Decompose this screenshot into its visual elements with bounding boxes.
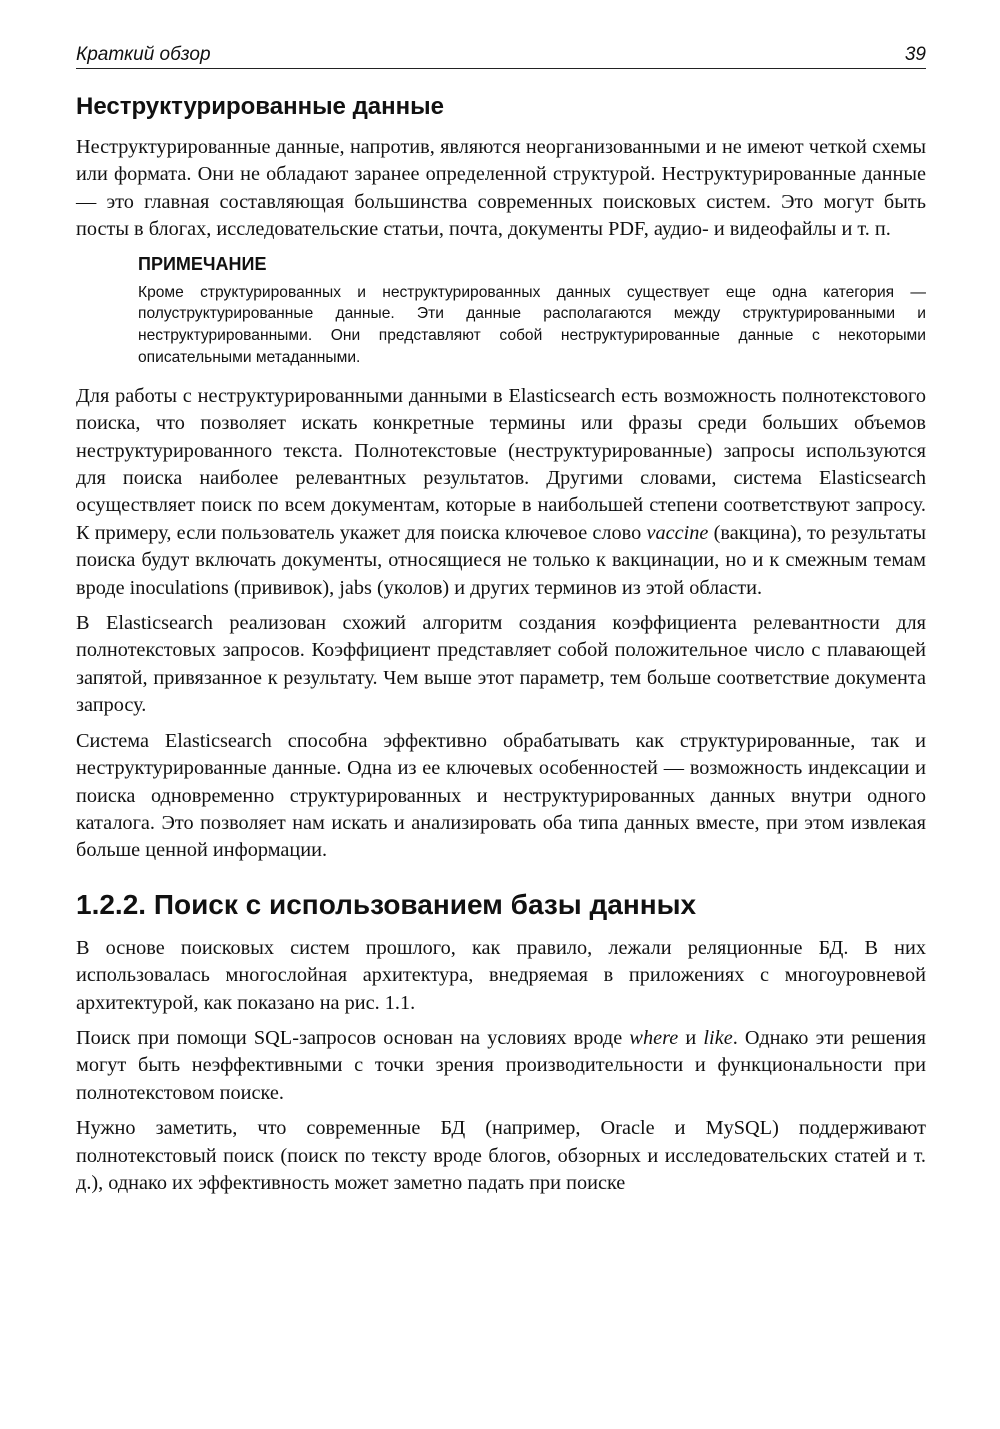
note-text: Кроме структурированных и неструктурированных данных существует еще одна категория — полуструктурированные данные. Эти данные располагаются между структурированными и неструктурированными. Они представляют собой неструктурированные данные с некоторыми описательными метаданными.: [138, 283, 926, 367]
paragraph-relational-db: В основе поисковых систем прошлого, как правило, лежали реляционные БД. В них использовалась многослойная архитектура, внедряемая в приложениях с многоуровневой архитектурой, как показано на рис. 1.1.: [76, 936, 926, 1014]
page-number: 39: [904, 44, 926, 65]
paragraph-relevance-score: В Elasticsearch реализован схожий алгоритм создания коэффициента релевантности для полнотекстовых запросов. Коэффициент представляет собой положительное число с плавающей запятой, привязанное к результату. Чем выше этот параметр, тем больше соответствие документа запросу.: [76, 612, 926, 717]
paragraph-full-text-search: [76, 383, 926, 602]
subsection-heading: 1.2.2. Поиск с использованием базы данных: [76, 888, 697, 920]
paragraph-modern-db: Нужно заметить, что современные БД (например, Oracle и MySQL) поддерживают полнотекстовый поиск (поиск по тексту вроде блогов, обзорных и исследовательских статей и т. д.), однако их эффективность может заметно падать при поиске: [76, 1117, 926, 1194]
running-header-chapter: Краткий обзор: [76, 44, 211, 65]
paragraph-structured-and-unstructured: Система Elasticsearch способна эффективно обрабатывать как структурированные, так и неструктурированные данные. Одна из ее ключевых особенностей — возможность индексации и поиска одновременно структурированных и неструктурированных данных внутри одного каталога. Это позволяет нам искать и анализировать оба типа данных вместе, при этом извлекая больше ценной информации.: [76, 729, 926, 862]
section-heading: Неструктурированные данные: [76, 93, 444, 120]
paragraph-italic-term: like: [703, 1026, 733, 1049]
paragraph-text: Для работы с неструктурированными данными в Elasticsearch есть возможность полнотекстового поиска, что позволяет искать конкретные термины или фразы среди больших объемов неструктурированного текста. Полнотекстовые (неструктурированные) запросы используются для поиска наиболее релевантных результатов. Другими словами, система Elasticsearch осуществляет поиск по всем документам, которые в наибольшей степени соответствуют запросу. К примеру, если пользователь укажет для поиска ключевое слово: [76, 384, 926, 544]
paragraph-italic-term: vaccine: [646, 521, 709, 544]
paragraph-text: Поиск при помощи SQL-запросов основан на условиях вроде: [76, 1026, 630, 1049]
paragraph-italic-term: where: [629, 1026, 679, 1049]
paragraph-text: (вакцина), то результаты поиска будут включать документы, относящиеся не только к вакцинации, но и к смежным темам вроде inoculations (прививок), jabs (уколов) и других терминов из этой области.: [76, 521, 926, 599]
paragraph-text: и: [678, 1026, 704, 1049]
note-box: [138, 252, 926, 369]
paragraph-unstructured-definition: Неструктурированные данные, напротив, являются неорганизованными и не имеют четкой схемы или формата. Они не обладают заранее определенной структурой. Неструктурированные данные — это главная составляющая большинства современных поисковых систем. Это могут быть посты в блогах, исследовательские статьи, почта, документы PDF, аудио- и видеофайлы и т. п.: [76, 136, 926, 241]
page-content: [76, 92, 926, 1205]
note-title: ПРИМЕЧАНИЕ: [138, 253, 267, 274]
paragraph-sql-search: [76, 1025, 926, 1107]
running-header: [76, 44, 926, 69]
paragraph-text: . Однако эти решения могут быть неэффективными с точки зрения производительности и функциональности при полнотекстовом поиске.: [76, 1026, 926, 1104]
